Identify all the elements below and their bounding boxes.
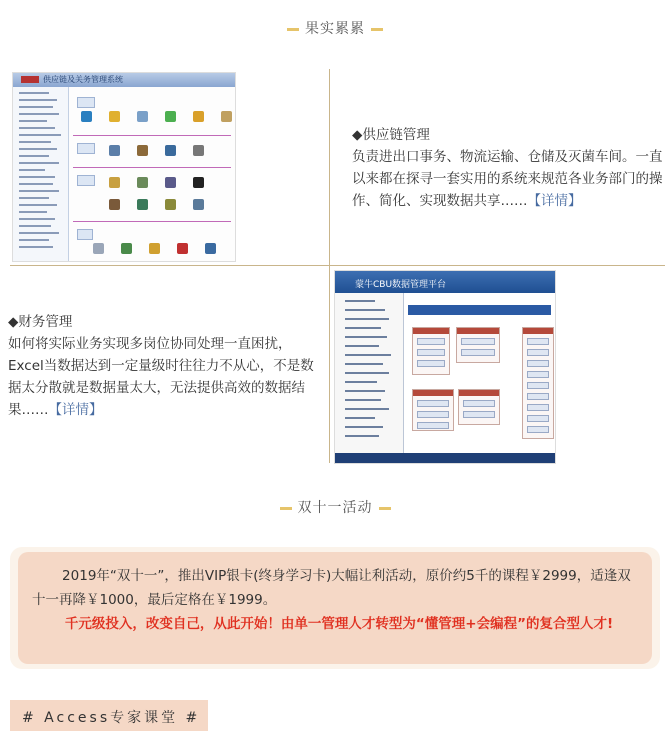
report-icon: [93, 243, 104, 254]
finance-body: 如何将实际业务实现多岗位协同处理一直困扰，Excel当数据达到一定量级时往往力不从心，不是数据太分散就是数据量太大，无法提供高效的数据结果……: [8, 336, 314, 418]
promo-highlight: 千元级投入，改变自己，从此开始！由单一管理人才转型为“懂管理+会编程”的复合型人才!: [64, 616, 614, 632]
screenshot-sidebar-tree: [335, 293, 404, 453]
flow-icon: [165, 177, 176, 188]
title-dash-right: [379, 507, 391, 510]
module-separator: [73, 167, 231, 168]
flow-icon: [137, 145, 148, 156]
screenshot-workspace: [69, 87, 235, 261]
supply-chain-body: 负责进出口事务、物流运输、仓储及灭菌车间。一直以来都在探寻一套实用的系统来规范各业务部门的操作、简化、实现数据共享……: [352, 149, 663, 209]
screenshot-sidebar-tree: [13, 87, 69, 261]
flow-icon: [137, 177, 148, 188]
screenshot-titlebar: 供应链及关务管理系统: [13, 73, 235, 87]
flow-icon: [193, 199, 204, 210]
flow-icon: [109, 177, 120, 188]
flow-icon: [137, 199, 148, 210]
module-icon: [165, 111, 176, 122]
flow-icon: [165, 199, 176, 210]
report-icon: [177, 243, 188, 254]
module-icon: [221, 111, 232, 122]
module-icon: [109, 111, 120, 122]
supply-chain-block: [352, 124, 664, 212]
finance-block: [8, 311, 320, 421]
workspace-header-bar: [408, 305, 551, 315]
supply-chain-screenshot[interactable]: [12, 72, 236, 262]
title-dash-left: [280, 507, 292, 510]
finance-detail-link[interactable]: 【详情】: [48, 402, 103, 418]
screenshot-titlebar: 蒙牛CBU数据管理平台: [335, 271, 555, 293]
module-icon: [137, 111, 148, 122]
redacted-logo: [21, 76, 39, 83]
screenshot-workspace: [404, 293, 555, 453]
group-label-export: [77, 175, 95, 186]
flow-icon: [109, 199, 120, 210]
panel: [412, 327, 450, 375]
module-separator: [73, 221, 231, 222]
panel: [412, 389, 454, 431]
report-icon: [121, 243, 132, 254]
module-icon: [81, 111, 92, 122]
group-label-import: [77, 143, 95, 154]
module-separator: [73, 135, 231, 136]
title-dash-left: [287, 28, 299, 31]
promo-text: 2019年“双十一”，推出VIP银卡(终身学习卡)大幅让利活动，原价约5千的课程￥2999，适逢双十一再降￥1000，最后定格在￥1999。: [32, 568, 631, 608]
supply-chain-heading: ◆供应链管理: [352, 127, 430, 143]
panel: [458, 389, 500, 425]
group-label-reports: [77, 229, 93, 240]
promo-card: [10, 547, 660, 669]
grid-divider-horizontal: [10, 265, 665, 266]
group-label-basic: [77, 97, 95, 108]
supply-chain-detail-link[interactable]: 【详情】: [527, 193, 582, 209]
cbu-platform-screenshot[interactable]: [334, 270, 556, 464]
flow-icon: [109, 145, 120, 156]
access-classroom-tag: # Access专家课堂 #: [10, 700, 208, 731]
finance-heading: ◆财务管理: [8, 314, 73, 330]
flow-icon: [193, 145, 204, 156]
event-section-title: 双十一活动: [0, 497, 670, 517]
screenshot-statusbar: [335, 453, 555, 463]
module-icon: [193, 111, 204, 122]
flow-icon: [165, 145, 176, 156]
panel-list: [522, 327, 554, 439]
grid-divider-vertical: [329, 69, 330, 463]
promo-card-inner: [18, 552, 652, 664]
panel: [456, 327, 500, 363]
title-dash-right: [371, 28, 383, 31]
report-icon: [149, 243, 160, 254]
report-icon: [205, 243, 216, 254]
results-section-title: 果实累累: [0, 18, 670, 38]
flow-icon: [193, 177, 204, 188]
